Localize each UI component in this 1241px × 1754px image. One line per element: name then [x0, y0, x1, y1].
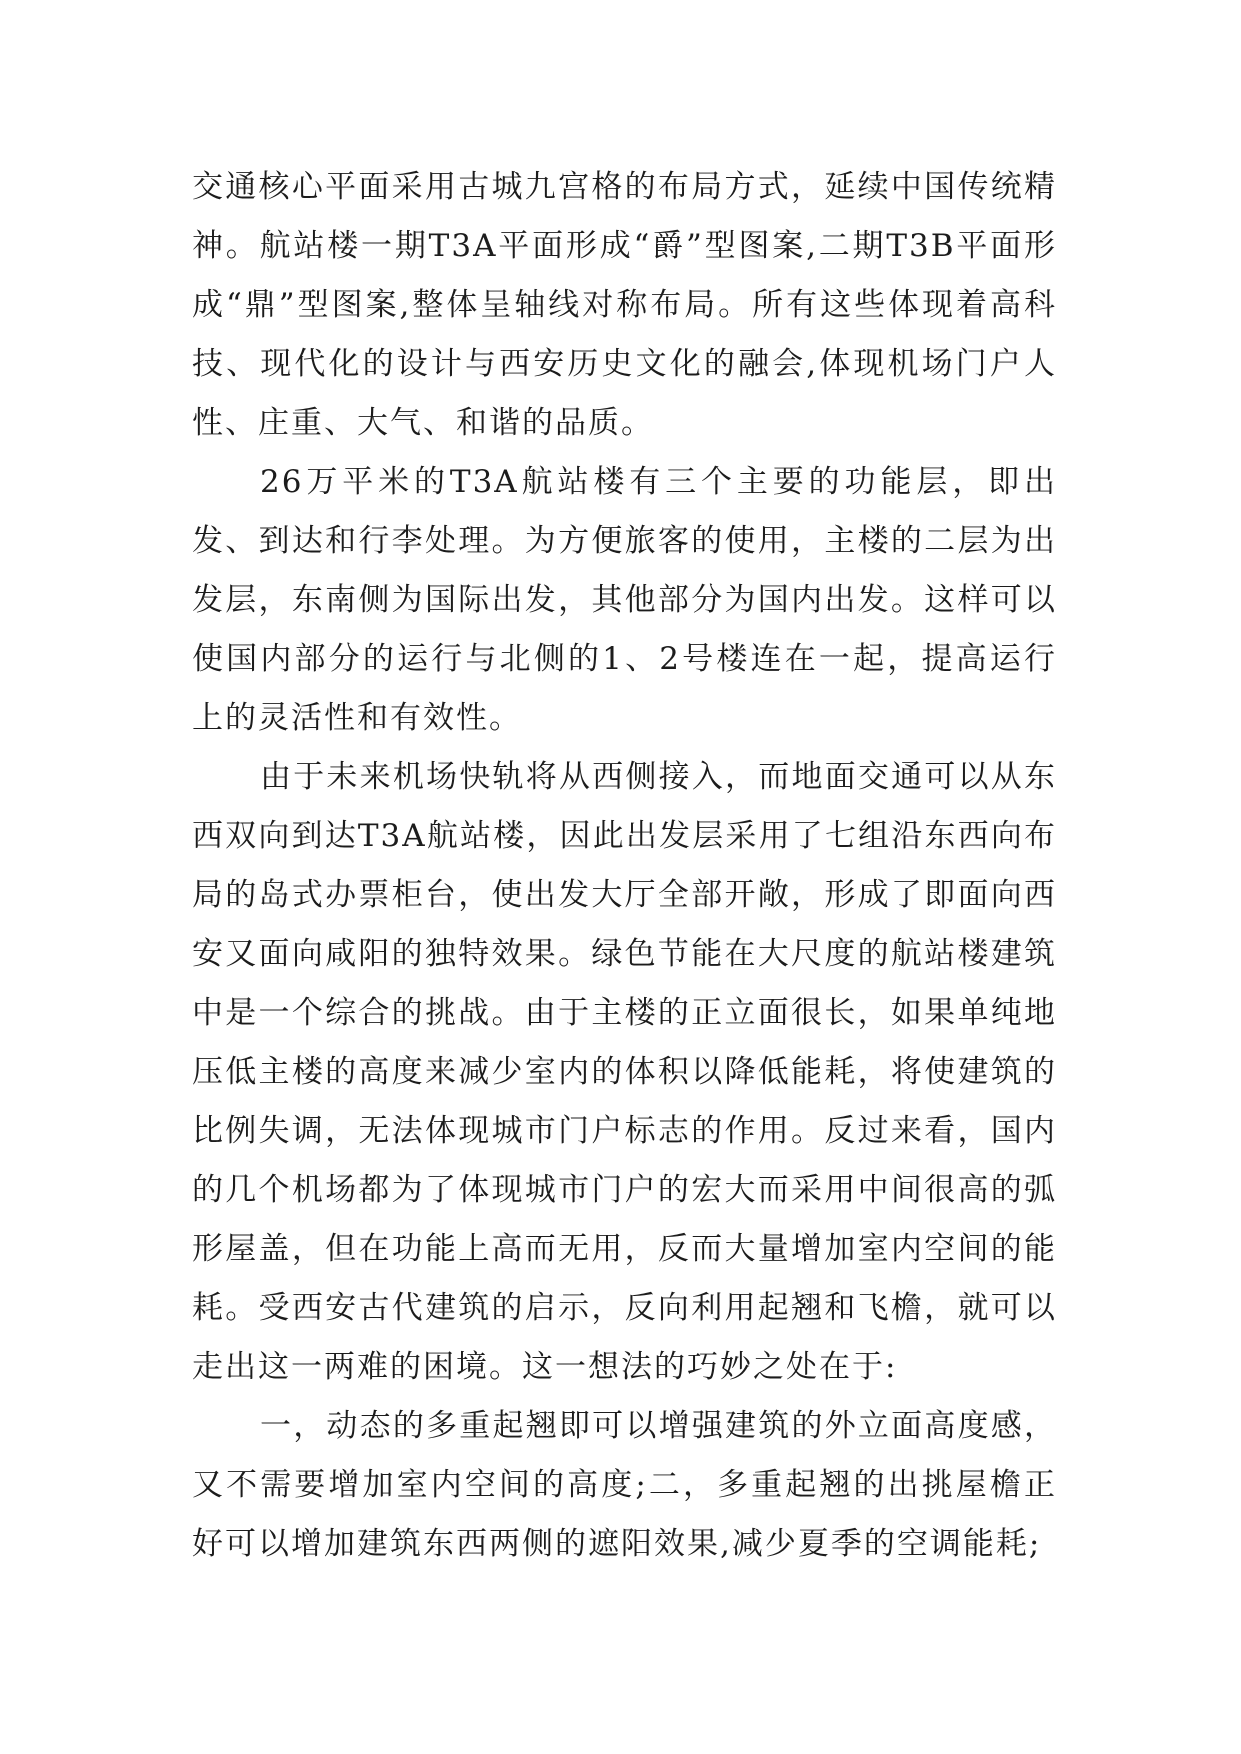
- paragraph-upturned-eaves-benefits: 一，动态的多重起翘即可以增强建筑的外立面高度感，又不需要增加室内空间的高度;二，多重起翘的出挑屋檐正好可以增加建筑东西两侧的遮阳效果,减少夏季的空调能耗;: [192, 1408, 1057, 1562]
- document-body: [192, 158, 1057, 1574]
- paragraph-continued: 交通核心平面采用古城九宫格的布局方式，延续中国传统精神。航站楼一期T3A平面形成“爵”型图案,二期T3B平面形成“鼎”型图案,整体呈轴线对称布局。所有这些体现着高科技、现代化的设计与西安历史文化的融会,体现机场门户人性、庄重、大气、和谐的品质。: [192, 169, 1057, 441]
- paragraph-t3a-function-layers: 26万平米的T3A航站楼有三个主要的功能层，即出发、到达和行李处理。为方便旅客的使用，主楼的二层为出发层，东南侧为国际出发，其他部分为国内出发。这样可以使国内部分的运行与北侧的1、2号楼连在一起，提高运行上的灵活性和有效性。: [192, 464, 1057, 736]
- paragraph-departure-hall-energy: 由于未来机场快轨将从西侧接入，而地面交通可以从东西双向到达T3A航站楼，因此出发层采用了七组沿东西向布局的岛式办票柜台，使出发大厅全部开敞，形成了即面向西安又面向咸阳的独特效果。绿色节能在大尺度的航站楼建筑中是一个综合的挑战。由于主楼的正立面很长，如果单纯地压低主楼的高度来减少室内的体积以降低能耗，将使建筑的比例失调，无法体现城市门户标志的作用。反过来看，国内的几个机场都为了体现城市门户的宏大而采用中间很高的弧形屋盖，但在功能上高而无用，反而大量增加室内空间的能耗。受西安古代建筑的启示，反向利用起翘和飞檐，就可以走出这一两难的困境。这一想法的巧妙之处在于:: [192, 759, 1057, 1385]
